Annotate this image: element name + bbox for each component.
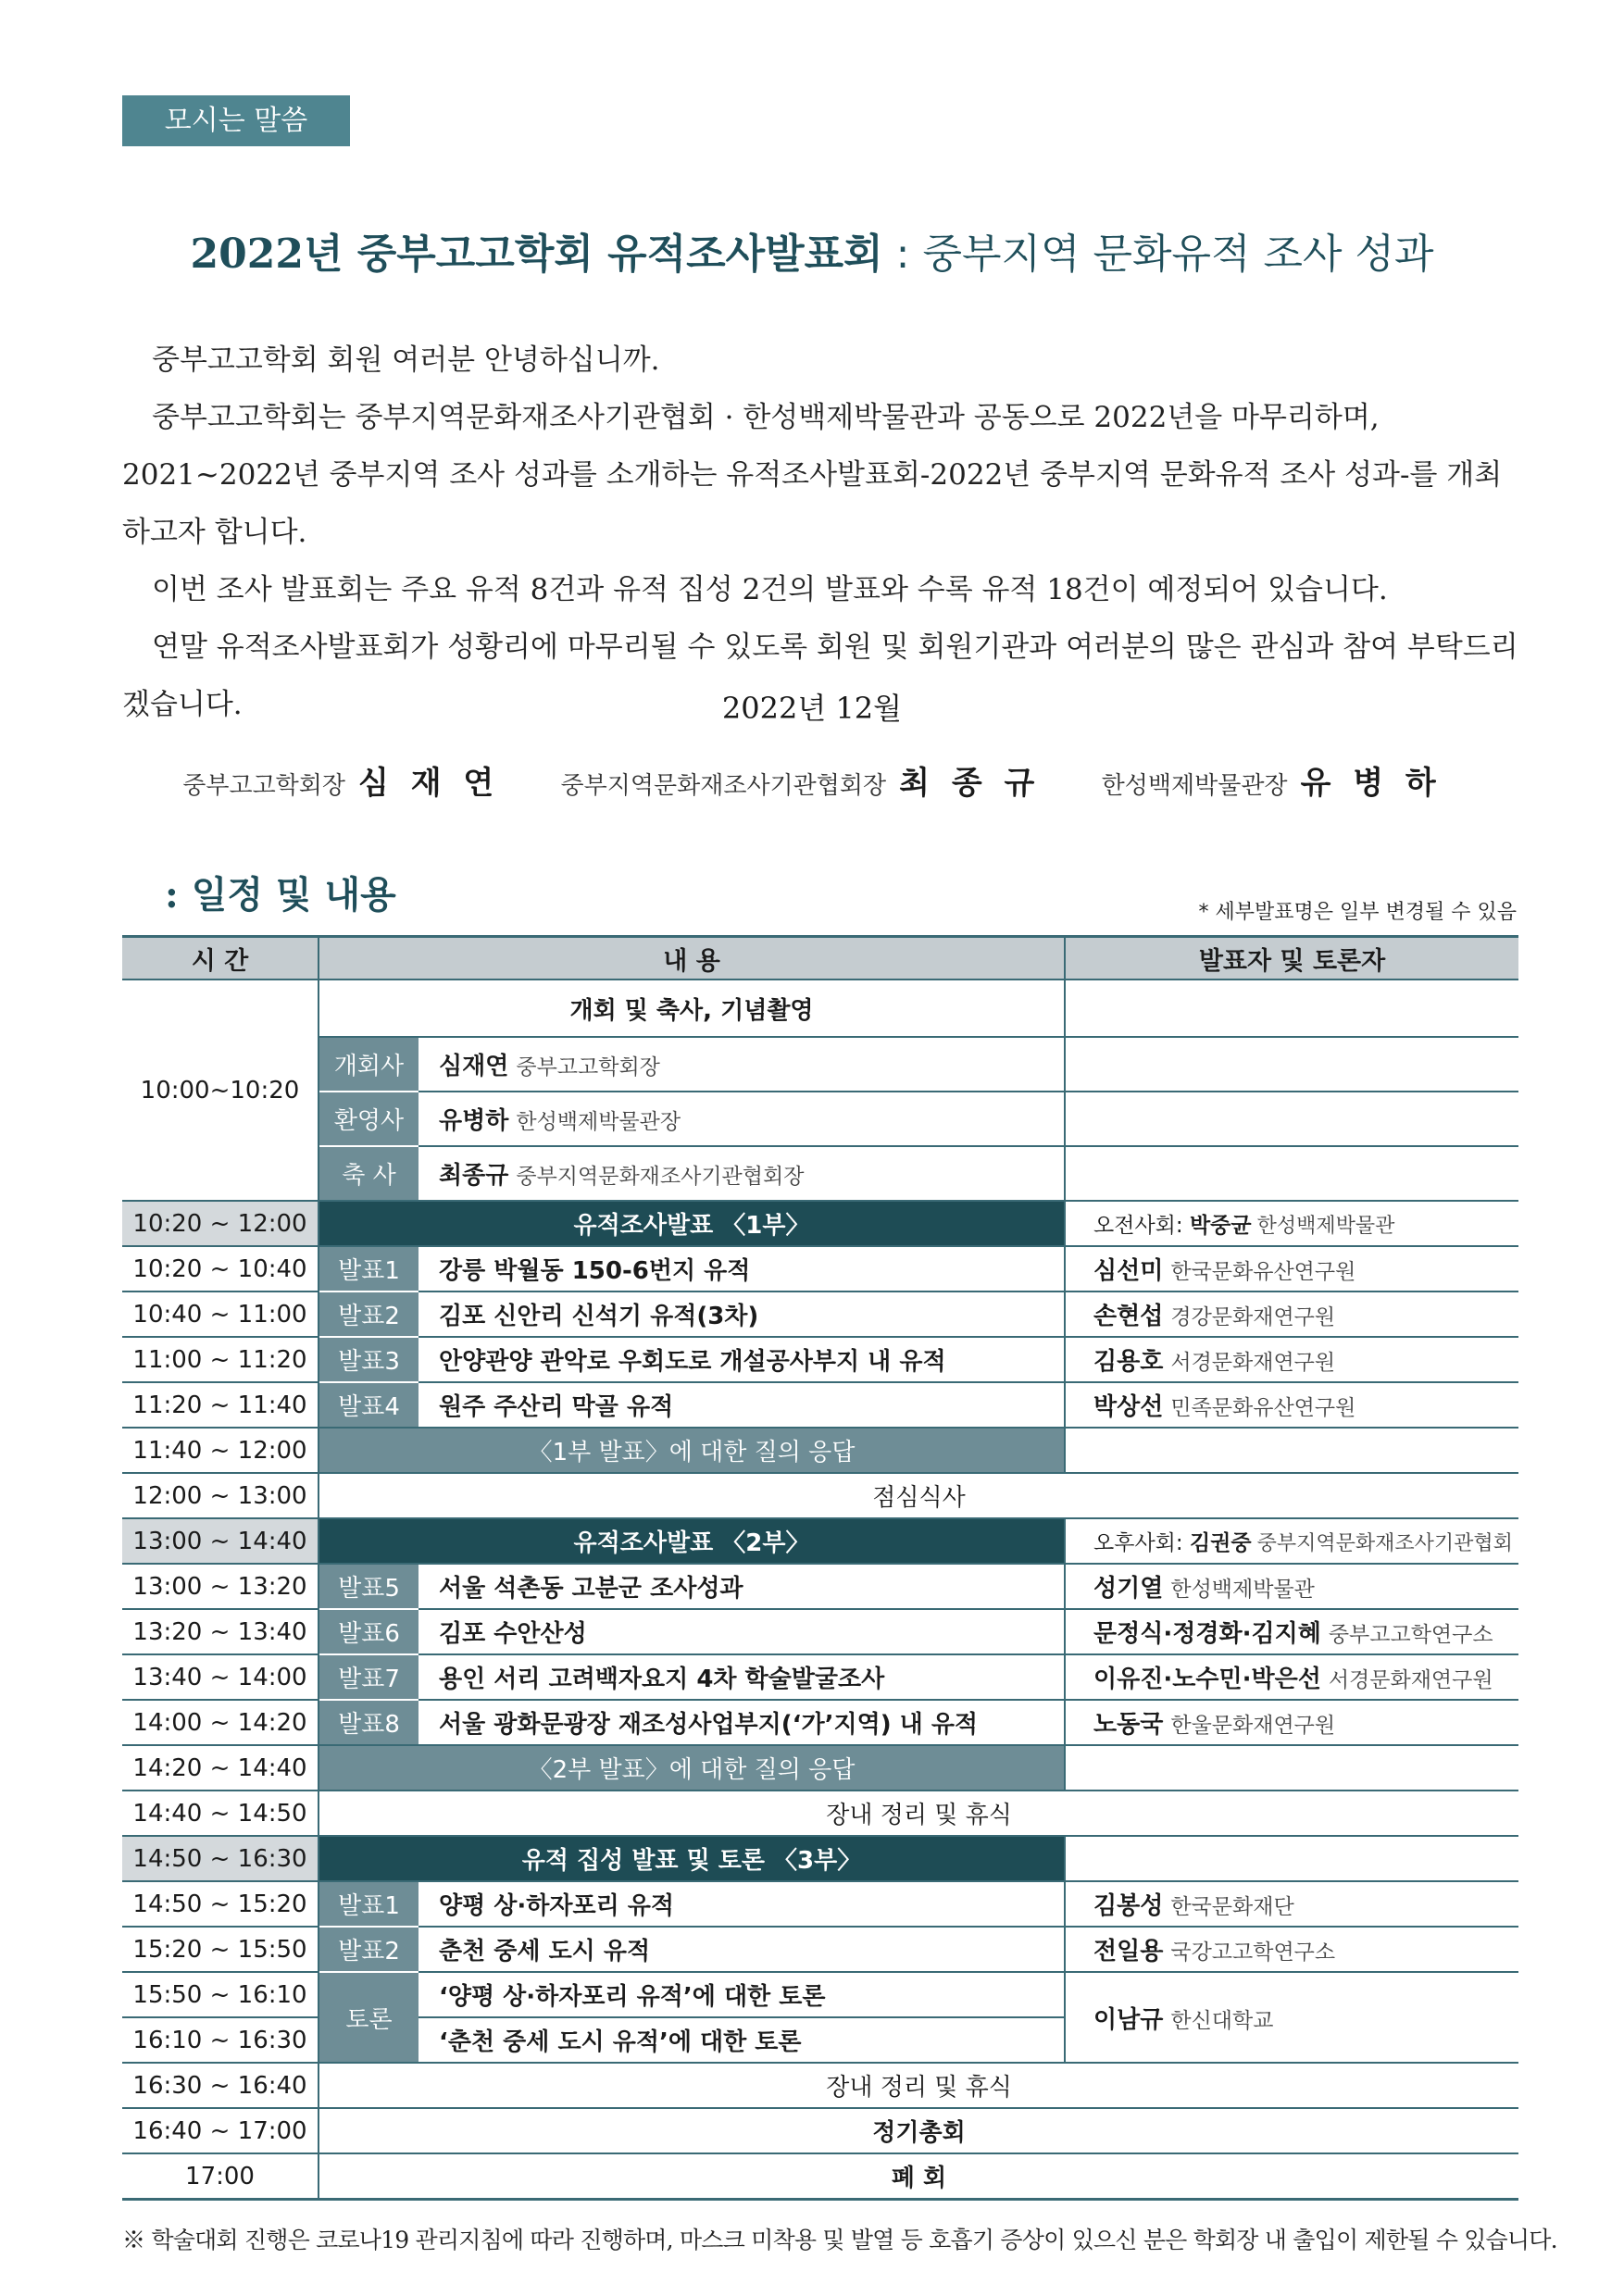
moderator-name: 김권중 [1189,1531,1252,1555]
presentation-title: 강릉 박월동 150-6번지 유적 [418,1246,1065,1292]
table-row [122,1473,1518,1518]
table-row [122,1881,1518,1927]
signature-name: 최 종 규 [899,765,1041,802]
presenter-cell [1065,1700,1518,1745]
content-cell: 장내 정리 및 휴식 [319,2063,1518,2108]
presenter-cell [1065,1146,1518,1201]
table-row [122,1092,1518,1146]
table-row [122,1927,1518,1972]
time-cell: 14:50 ~ 15:20 [122,1881,319,1927]
time-cell: 11:00 ~ 11:20 [122,1337,319,1382]
presenter-affiliation: 한울문화재연구원 [1170,1714,1336,1738]
header-time: 시 간 [122,937,319,980]
time-cell: 10:20 ~ 10:40 [122,1246,319,1292]
qa-title: 〈2부 발표〉에 대한 질의 응답 [319,1745,1065,1791]
signature-role: 중부고고학회장 [182,772,346,800]
row-label: 축 사 [319,1146,418,1201]
table-row [122,1564,1518,1609]
qa-row [122,1428,1518,1473]
page-title [0,220,1624,280]
session-title: 유적 집성 발표 및 토론 〈3부〉 [319,1836,1065,1881]
presentation-title: 김포 수안산성 [418,1609,1065,1654]
presenter-name: 손현섭 [1093,1303,1164,1330]
table-row [122,1337,1518,1382]
table-row [122,1037,1518,1092]
row-label: 발표3 [319,1337,418,1382]
section-tag: 모시는 말씀 [122,95,350,146]
presenter-name: 노동국 [1093,1711,1164,1739]
signature-role: 중부지역문화재조사기관협회장 [560,772,887,800]
presenter-affiliation: 한성백제박물관 [1170,1578,1315,1602]
row-label: 발표4 [319,1382,418,1428]
header-presenter: 발표자 및 토론자 [1065,937,1518,980]
table-header [122,937,1518,980]
presentation-title: 양평 상·하자포리 유적 [418,1881,1065,1927]
table-row [122,1246,1518,1292]
content-cell: 폐 회 [319,2153,1518,2200]
table-row [122,2153,1518,2200]
table-row [122,1972,1518,2017]
title-main: 2022년 중부고고학회 유적조사발표회 [190,231,883,278]
presenter-cell [1065,1382,1518,1428]
moderator-cell [1065,1201,1518,1246]
row-label: 토론 [319,1972,418,2063]
speaker-affiliation: 중부고고학회장 [516,1055,660,1079]
time-cell: 13:00 ~ 13:20 [122,1564,319,1609]
presenter-affiliation: 서경문화재연구원 [1328,1668,1493,1692]
presenter-name: 박상선 [1093,1393,1164,1421]
presenter-cell [1065,1609,1518,1654]
signature-role: 한성백제박물관장 [1101,772,1288,800]
speaker-name: 심재연 [439,1053,509,1080]
presenter-name: 김용호 [1093,1348,1164,1376]
time-cell: 16:10 ~ 16:30 [122,2017,319,2063]
presenter-name: 이유진·노수민·박은선 [1093,1666,1321,1693]
presenter-cell [1065,1972,1518,2063]
table-row [122,2063,1518,2108]
presenter-cell [1065,1927,1518,1972]
discussion-title: ‘춘천 중세 도시 유적’에 대한 토론 [418,2017,1065,2063]
presenter-affiliation: 경강문화재연구원 [1170,1305,1336,1329]
speaker-affiliation: 중부지역문화재조사기관협회장 [516,1165,805,1189]
time-cell: 12:00 ~ 13:00 [122,1473,319,1518]
presenter-cell [1065,1292,1518,1337]
presenter-name: 이남규 [1093,2005,1164,2034]
time-cell: 16:30 ~ 16:40 [122,2063,319,2108]
speaker-name: 최종규 [439,1162,509,1190]
footnote: ※ 학술대회 진행은 코로나19 관리지침에 따라 진행하며, 마스크 미착용 및 발열 등 호흡기 증상이 있으신 분은 학회장 내 출입이 제한될 수 있습니다. [122,2227,1557,2253]
speaker-affiliation: 한성백제박물관장 [516,1110,681,1134]
time-cell: 14:00 ~ 14:20 [122,1700,319,1745]
row-label: 발표1 [319,1246,418,1292]
presenter-cell [1065,1564,1518,1609]
row-label: 발표8 [319,1700,418,1745]
body-paragraph: 이번 조사 발표회는 주요 유적 8건과 유적 집성 2건의 발표와 수록 유적 18건이 예정되어 있습니다. [152,573,1388,606]
presenter-cell [1065,1881,1518,1927]
moderator-role: 오후사회: [1093,1531,1183,1555]
discussion-title: ‘양평 상·하자포리 유적’에 대한 토론 [418,1972,1065,2017]
presenter-affiliation: 국강고고학연구소 [1170,1940,1336,1965]
session-title: 유적조사발표 〈1부〉 [319,1201,1065,1246]
invitation-date: 2022년 12월 [721,691,903,726]
presenter-name: 성기열 [1093,1575,1164,1603]
title-sub: : 중부지역 문화유적 조사 성과 [882,231,1434,278]
row-label: 환영사 [319,1092,418,1146]
signatures [0,757,1624,803]
presentation-title: 원주 주산리 막골 유적 [418,1382,1065,1428]
presenter-affiliation: 민족문화유산연구원 [1170,1396,1356,1420]
presentation-title: 춘천 중세 도시 유적 [418,1927,1065,1972]
body-paragraph: 연말 유적조사발표회가 성황리에 마무리될 수 있도록 회원 및 회원기관과 여러분의 많은 관심과 참여 부탁드리겠습니다. [122,630,1518,721]
session-row [122,1836,1518,1881]
content-cell [418,1146,1065,1201]
time-cell: 10:20 ~ 12:00 [122,1201,319,1246]
table-row [122,1146,1518,1201]
moderator-cell [1065,1518,1518,1564]
table-row [122,1791,1518,1836]
time-cell: 11:40 ~ 12:00 [122,1428,319,1473]
presenter-name: 심선미 [1093,1257,1164,1285]
moderator-name: 박중균 [1189,1214,1252,1238]
schedule-table [122,935,1518,2201]
time-cell: 14:50 ~ 16:30 [122,1836,319,1881]
table-row [122,1609,1518,1654]
time-cell: 15:20 ~ 15:50 [122,1927,319,1972]
row-label: 발표1 [319,1881,418,1927]
presenter-cell [1065,1037,1518,1092]
row-label: 발표2 [319,1927,418,1972]
moderator-role: 오전사회: [1093,1214,1183,1238]
row-label: 발표5 [319,1564,418,1609]
time-cell: 15:50 ~ 16:10 [122,1972,319,2017]
presenter-cell [1065,1428,1518,1473]
table-row [122,980,1518,1037]
time-cell: 14:40 ~ 14:50 [122,1791,319,1836]
content-cell: 개회 및 축사, 기념촬영 [319,980,1065,1037]
presenter-name: 전일용 [1093,1938,1164,1965]
presenter-cell [1065,980,1518,1037]
body-paragraph: 중부고고학회 회원 여러분 안녕하십니까. [152,343,660,377]
presenter-name: 김봉성 [1093,1892,1164,1920]
time-cell: 13:00 ~ 14:40 [122,1518,319,1564]
presentation-title: 서울 광화문광장 재조성사업부지(‘가’지역) 내 유적 [418,1700,1065,1745]
presenter-cell [1065,1337,1518,1382]
presentation-title: 용인 서리 고려백자요지 4차 학술발굴조사 [418,1654,1065,1700]
time-cell: 13:40 ~ 14:00 [122,1654,319,1700]
session-row [122,1201,1518,1246]
presenter-affiliation: 서경문화재연구원 [1170,1351,1336,1375]
content-cell: 정기총회 [319,2108,1518,2153]
presenter-affiliation: 한신대학교 [1170,2008,1274,2033]
moderator-affiliation: 한성백제박물관 [1256,1215,1395,1238]
table-row [122,1292,1518,1337]
row-label: 발표6 [319,1609,418,1654]
session-row [122,1518,1518,1564]
time-cell: 16:40 ~ 17:00 [122,2108,319,2153]
time-cell: 14:20 ~ 14:40 [122,1745,319,1791]
presentation-title: 안양관양 관악로 우회도로 개설공사부지 내 유적 [418,1337,1065,1382]
time-cell: 13:20 ~ 13:40 [122,1609,319,1654]
content-cell: 점심식사 [319,1473,1518,1518]
presenter-affiliation: 한국문화재단 [1170,1895,1294,1919]
presenter-affiliation: 한국문화유산연구원 [1170,1260,1356,1284]
presentation-title: 김포 신안리 신석기 유적(3차) [418,1292,1065,1337]
schedule-note: * 세부발표명은 일부 변경될 수 있음 [1198,901,1517,924]
presenter-cell [1065,1836,1518,1881]
presentation-title: 서울 석촌동 고분군 조사성과 [418,1564,1065,1609]
session-title: 유적조사발표 〈2부〉 [319,1518,1065,1564]
time-cell: 10:40 ~ 11:00 [122,1292,319,1337]
presenter-cell [1065,1246,1518,1292]
presenter-name: 문정식·정경화·김지혜 [1093,1620,1321,1648]
schedule-heading: : 일정 및 내용 [165,873,396,917]
qa-title: 〈1부 발표〉에 대한 질의 응답 [319,1428,1065,1473]
content-cell [418,1037,1065,1092]
presenter-cell [1065,1092,1518,1146]
presenter-affiliation: 중부고고학연구소 [1328,1623,1493,1647]
row-label: 발표2 [319,1292,418,1337]
time-cell: 10:00~10:20 [122,980,319,1201]
presenter-cell [1065,1745,1518,1791]
signature-name: 심 재 연 [358,765,500,802]
table-row [122,1654,1518,1700]
table-row [122,1382,1518,1428]
speaker-name: 유병하 [439,1107,509,1135]
time-cell: 11:20 ~ 11:40 [122,1382,319,1428]
row-label: 개회사 [319,1037,418,1092]
content-cell: 장내 정리 및 휴식 [319,1791,1518,1836]
invitation-body [122,331,1518,733]
signature-name: 유 병 하 [1300,765,1442,802]
qa-row [122,1745,1518,1791]
row-label: 발표7 [319,1654,418,1700]
table-row [122,1700,1518,1745]
content-cell [418,1092,1065,1146]
body-paragraph: 중부고고학회는 중부지역문화재조사기관협회 · 한성백제박물관과 공동으로 2022년을 마무리하며, 2021~2022년 중부지역 조사 성과를 소개하는 유적조사발표회-2022년 중부지역 문화유적 조사 성과-를 개최하고자 합니다. [122,401,1503,549]
table-row [122,2108,1518,2153]
presenter-cell [1065,1654,1518,1700]
time-cell: 17:00 [122,2153,319,2200]
header-content: 내 용 [319,937,1065,980]
moderator-affiliation: 중부지역문화재조사기관협회 [1256,1532,1513,1555]
